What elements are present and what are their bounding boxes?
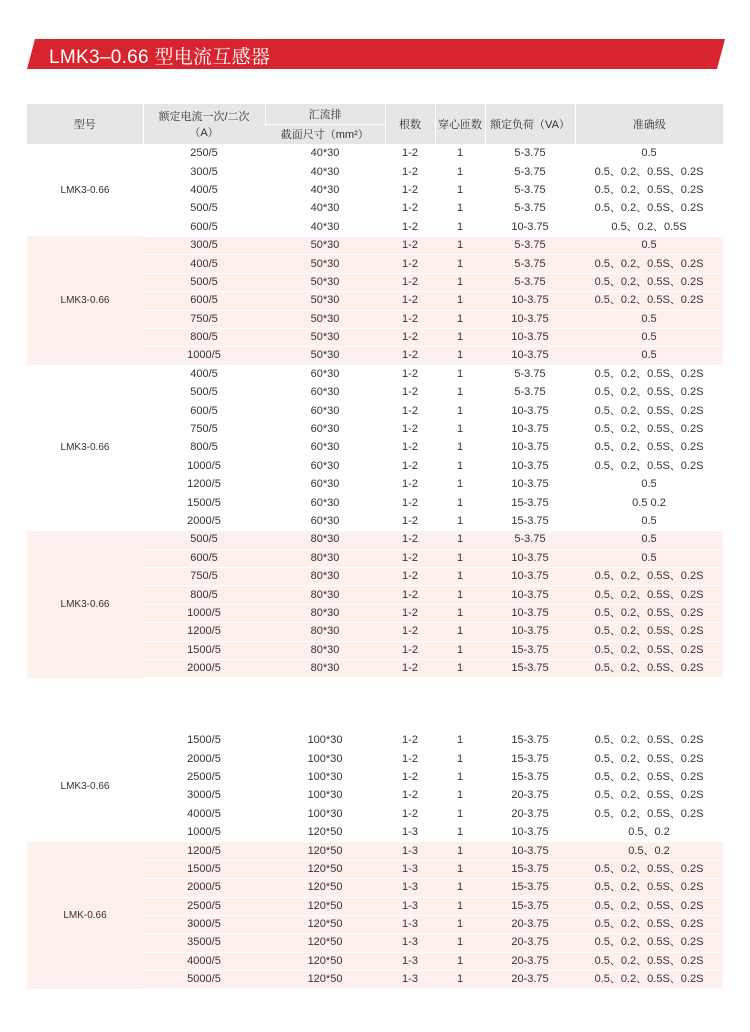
cell-section-size: 120*50 — [265, 934, 385, 952]
cell-load: 10-3.75 — [485, 347, 575, 365]
cropped-row-text — [187, 682, 190, 688]
cell-accuracy: 0.5、0.2、0.5S、0.2S — [575, 897, 723, 915]
cell-count: 1-2 — [385, 659, 435, 677]
cell-section-size: 80*30 — [265, 531, 385, 549]
cell-rated-current: 750/5 — [143, 420, 265, 438]
cell-load: 5-3.75 — [485, 255, 575, 273]
cell-load: 15-3.75 — [485, 512, 575, 530]
cell-turns: 1 — [435, 934, 485, 952]
cell-load: 5-3.75 — [485, 145, 575, 163]
cell-count: 1-2 — [385, 310, 435, 328]
cell-model: LMK3-0.66 — [27, 732, 143, 842]
cell-accuracy: 0.5 — [575, 236, 723, 254]
table-row — [27, 732, 723, 750]
cell-load: 10-3.75 — [485, 567, 575, 585]
cell-load: 5-3.75 — [485, 273, 575, 291]
cell-count: 1-2 — [385, 236, 435, 254]
cell-section-size: 40*30 — [265, 181, 385, 199]
cell-count: 1-2 — [385, 494, 435, 512]
cell-rated-current: 1500/5 — [143, 860, 265, 878]
header-current-line2: （A） — [189, 126, 219, 139]
cell-rated-current: 1000/5 — [143, 347, 265, 365]
cell-section-size: 80*30 — [265, 549, 385, 567]
cell-section-size: 40*30 — [265, 200, 385, 218]
cell-section-size: 40*30 — [265, 145, 385, 163]
cell-rated-current: 1500/5 — [143, 641, 265, 659]
cell-rated-current: 3000/5 — [143, 915, 265, 933]
cell-section-size: 50*30 — [265, 273, 385, 291]
cell-accuracy: 0.5、0.2、0.5S、0.2S — [575, 200, 723, 218]
cell-turns: 1 — [435, 163, 485, 181]
cell-turns: 1 — [435, 273, 485, 291]
cell-section-size: 50*30 — [265, 292, 385, 310]
cell-section-size: 80*30 — [265, 641, 385, 659]
cell-accuracy: 0.5 — [575, 145, 723, 163]
cell-count: 1-2 — [385, 365, 435, 383]
cell-accuracy: 0.5、0.2、0.5S、0.2S — [575, 732, 723, 750]
cell-turns: 1 — [435, 842, 485, 860]
cell-section-size: 60*30 — [265, 476, 385, 494]
cell-turns: 1 — [435, 181, 485, 199]
cell-section-size: 60*30 — [265, 457, 385, 475]
table-row — [27, 531, 723, 549]
header-load: 额定负荷（VA） — [485, 104, 575, 144]
title-banner — [27, 39, 725, 69]
cell-section-size: 50*30 — [265, 347, 385, 365]
cell-load: 10-3.75 — [485, 218, 575, 236]
cell-load: 5-3.75 — [485, 365, 575, 383]
cell-rated-current: 300/5 — [143, 236, 265, 254]
cell-count: 1-2 — [385, 604, 435, 622]
cell-count: 1-2 — [385, 549, 435, 567]
cell-turns: 1 — [435, 420, 485, 438]
cell-rated-current: 1500/5 — [143, 494, 265, 512]
cell-rated-current: 1500/5 — [143, 732, 265, 750]
cell-load: 5-3.75 — [485, 181, 575, 199]
cell-rated-current: 1000/5 — [143, 604, 265, 622]
cell-turns: 1 — [435, 402, 485, 420]
cell-section-size: 100*30 — [265, 732, 385, 750]
cell-rated-current: 800/5 — [143, 328, 265, 346]
cell-rated-current: 500/5 — [143, 384, 265, 402]
cell-count: 1-2 — [385, 255, 435, 273]
cell-accuracy: 0.5、0.2、0.5S、0.2S — [575, 879, 723, 897]
cell-turns: 1 — [435, 236, 485, 254]
cell-count: 1-2 — [385, 218, 435, 236]
cell-turns: 1 — [435, 787, 485, 805]
cell-model: LMK3-0.66 — [27, 145, 143, 236]
cell-turns: 1 — [435, 365, 485, 383]
cell-turns: 1 — [435, 641, 485, 659]
cell-load: 10-3.75 — [485, 328, 575, 346]
cell-rated-current: 2000/5 — [143, 512, 265, 530]
cell-rated-current: 3000/5 — [143, 787, 265, 805]
cell-accuracy: 0.5、0.2、0.5S、0.2S — [575, 750, 723, 768]
cell-load: 15-3.75 — [485, 750, 575, 768]
cell-load: 5-3.75 — [485, 531, 575, 549]
cell-load: 5-3.75 — [485, 384, 575, 402]
cell-section-size: 60*30 — [265, 384, 385, 402]
cell-accuracy: 0.5、0.2、0.5S、0.2S — [575, 604, 723, 622]
cell-load: 10-3.75 — [485, 842, 575, 860]
cell-rated-current: 600/5 — [143, 549, 265, 567]
cell-turns: 1 — [435, 292, 485, 310]
cell-rated-current: 500/5 — [143, 273, 265, 291]
cell-rated-current: 500/5 — [143, 200, 265, 218]
cell-accuracy: 0.5、0.2、0.5S、0.2S — [575, 457, 723, 475]
cell-count: 1-2 — [385, 768, 435, 786]
cell-accuracy: 0.5、0.2、0.5S、0.2S — [575, 255, 723, 273]
cell-turns: 1 — [435, 549, 485, 567]
cell-load: 20-3.75 — [485, 971, 575, 989]
cell-rated-current: 250/5 — [143, 145, 265, 163]
cell-accuracy: 0.5、0.2、0.5S、0.2S — [575, 567, 723, 585]
cell-rated-current: 600/5 — [143, 292, 265, 310]
cell-accuracy: 0.5、0.2、0.5S、0.2S — [575, 805, 723, 823]
cell-accuracy: 0.5、0.2、0.5S、0.2S — [575, 163, 723, 181]
cell-turns: 1 — [435, 494, 485, 512]
cell-load: 10-3.75 — [485, 420, 575, 438]
cell-turns: 1 — [435, 476, 485, 494]
cell-load: 20-3.75 — [485, 787, 575, 805]
cell-rated-current: 600/5 — [143, 218, 265, 236]
cell-section-size: 100*30 — [265, 768, 385, 786]
cell-rated-current: 600/5 — [143, 402, 265, 420]
cell-count: 1-3 — [385, 897, 435, 915]
cell-count: 1-3 — [385, 971, 435, 989]
cell-section-size: 50*30 — [265, 310, 385, 328]
spec-table-bottom — [27, 732, 723, 989]
cell-turns: 1 — [435, 805, 485, 823]
cell-load: 15-3.75 — [485, 860, 575, 878]
cell-load: 5-3.75 — [485, 163, 575, 181]
cell-accuracy: 0.5、0.2、0.5S、0.2S — [575, 273, 723, 291]
cell-turns: 1 — [435, 750, 485, 768]
cell-section-size: 100*30 — [265, 805, 385, 823]
cell-count: 1-2 — [385, 200, 435, 218]
cell-turns: 1 — [435, 604, 485, 622]
cell-accuracy: 0.5、0.2、0.5S、0.2S — [575, 952, 723, 970]
cell-load: 15-3.75 — [485, 732, 575, 750]
cell-section-size: 60*30 — [265, 420, 385, 438]
header-section-size: 截面尺寸（mm²） — [265, 124, 385, 144]
cell-count: 1-2 — [385, 439, 435, 457]
cell-section-size: 120*50 — [265, 823, 385, 841]
cell-section-size: 40*30 — [265, 218, 385, 236]
cell-turns: 1 — [435, 971, 485, 989]
cell-count: 1-2 — [385, 623, 435, 641]
cell-count: 1-2 — [385, 402, 435, 420]
spec-table-header — [27, 104, 723, 145]
cell-turns: 1 — [435, 512, 485, 530]
cell-accuracy: 0.5 — [575, 512, 723, 530]
cell-accuracy: 0.5、0.2、0.5S、0.2S — [575, 768, 723, 786]
cell-count: 1-3 — [385, 842, 435, 860]
cell-load: 10-3.75 — [485, 823, 575, 841]
cell-section-size: 120*50 — [265, 915, 385, 933]
cell-count: 1-2 — [385, 347, 435, 365]
cell-turns: 1 — [435, 200, 485, 218]
cell-count: 1-2 — [385, 567, 435, 585]
cell-count: 1-3 — [385, 934, 435, 952]
cell-load: 10-3.75 — [485, 310, 575, 328]
cell-count: 1-2 — [385, 457, 435, 475]
cell-count: 1-2 — [385, 145, 435, 163]
cell-count: 1-3 — [385, 823, 435, 841]
cell-rated-current: 500/5 — [143, 531, 265, 549]
cell-turns: 1 — [435, 586, 485, 604]
cell-load: 10-3.75 — [485, 586, 575, 604]
cell-turns: 1 — [435, 623, 485, 641]
cell-accuracy: 0.5、0.2、0.5S、0.2S — [575, 971, 723, 989]
cell-load: 15-3.75 — [485, 897, 575, 915]
cell-section-size: 50*30 — [265, 328, 385, 346]
cell-section-size: 60*30 — [265, 439, 385, 457]
cell-rated-current: 3500/5 — [143, 934, 265, 952]
cell-accuracy: 0.5、0.2、0.5S、0.2S — [575, 384, 723, 402]
cell-section-size: 60*30 — [265, 512, 385, 530]
cell-count: 1-2 — [385, 384, 435, 402]
cell-section-size: 120*50 — [265, 842, 385, 860]
cell-accuracy: 0.5、0.2、0.5S、0.2S — [575, 181, 723, 199]
cell-accuracy: 0.5 — [575, 310, 723, 328]
cell-load: 5-3.75 — [485, 200, 575, 218]
cell-load: 10-3.75 — [485, 402, 575, 420]
cell-section-size: 80*30 — [265, 659, 385, 677]
cell-count: 1-2 — [385, 420, 435, 438]
cell-load: 10-3.75 — [485, 292, 575, 310]
cell-accuracy: 0.5、0.2、0.5S、0.2S — [575, 439, 723, 457]
header-turns: 穿心匝数 — [435, 104, 485, 144]
cell-accuracy: 0.5、0.2、0.5S、0.2S — [575, 586, 723, 604]
cell-turns: 1 — [435, 915, 485, 933]
cell-load: 15-3.75 — [485, 659, 575, 677]
cell-model: LMK-0.66 — [27, 842, 143, 989]
table-row — [27, 145, 723, 163]
cell-model: LMK3-0.66 — [27, 531, 143, 678]
cell-turns: 1 — [435, 732, 485, 750]
cell-turns: 1 — [435, 218, 485, 236]
table-row — [27, 842, 723, 860]
cell-rated-current: 1000/5 — [143, 823, 265, 841]
cell-section-size: 120*50 — [265, 971, 385, 989]
cell-rated-current: 1200/5 — [143, 623, 265, 641]
cell-accuracy: 0.5、0.2、0.5S、0.2S — [575, 787, 723, 805]
header-busbar: 汇流排 — [265, 104, 385, 124]
cell-turns: 1 — [435, 879, 485, 897]
cell-rated-current: 1000/5 — [143, 457, 265, 475]
cell-load: 10-3.75 — [485, 457, 575, 475]
cell-turns: 1 — [435, 952, 485, 970]
cell-accuracy: 0.5 — [575, 476, 723, 494]
cell-rated-current: 750/5 — [143, 310, 265, 328]
cell-model: LMK3-0.66 — [27, 365, 143, 531]
cell-count: 1-2 — [385, 641, 435, 659]
cell-load: 15-3.75 — [485, 641, 575, 659]
cell-section-size: 80*30 — [265, 623, 385, 641]
cell-rated-current: 300/5 — [143, 163, 265, 181]
cell-count: 1-2 — [385, 181, 435, 199]
cell-rated-current: 1200/5 — [143, 476, 265, 494]
cell-count: 1-2 — [385, 750, 435, 768]
cell-count: 1-2 — [385, 476, 435, 494]
header-count: 根数 — [385, 104, 435, 144]
cell-count: 1-3 — [385, 952, 435, 970]
cell-load: 20-3.75 — [485, 952, 575, 970]
cell-section-size: 60*30 — [265, 365, 385, 383]
cell-turns: 1 — [435, 328, 485, 346]
cell-load: 10-3.75 — [485, 623, 575, 641]
cell-rated-current: 400/5 — [143, 365, 265, 383]
cell-rated-current: 800/5 — [143, 586, 265, 604]
cell-turns: 1 — [435, 439, 485, 457]
cell-load: 20-3.75 — [485, 915, 575, 933]
cell-accuracy: 0.5 — [575, 347, 723, 365]
cell-turns: 1 — [435, 531, 485, 549]
cell-model: LMK3-0.66 — [27, 236, 143, 365]
cell-rated-current: 2000/5 — [143, 659, 265, 677]
cell-section-size: 50*30 — [265, 255, 385, 273]
cell-count: 1-2 — [385, 531, 435, 549]
cell-rated-current: 4000/5 — [143, 952, 265, 970]
cell-turns: 1 — [435, 567, 485, 585]
cell-accuracy: 0.5、0.2、0.5S、0.2S — [575, 365, 723, 383]
cell-rated-current: 5000/5 — [143, 971, 265, 989]
cell-section-size: 100*30 — [265, 750, 385, 768]
cell-turns: 1 — [435, 897, 485, 915]
cell-count: 1-2 — [385, 292, 435, 310]
cell-turns: 1 — [435, 457, 485, 475]
cell-load: 15-3.75 — [485, 879, 575, 897]
cell-load: 10-3.75 — [485, 439, 575, 457]
cell-section-size: 120*50 — [265, 860, 385, 878]
cell-turns: 1 — [435, 860, 485, 878]
cell-accuracy: 0.5、0.2、0.5S、0.2S — [575, 659, 723, 677]
cell-accuracy: 0.5、0.2、0.5S、0.2S — [575, 402, 723, 420]
cell-accuracy: 0.5、0.2、0.5S、0.2S — [575, 934, 723, 952]
cell-rated-current: 2000/5 — [143, 879, 265, 897]
cell-rated-current: 2000/5 — [143, 750, 265, 768]
cell-accuracy: 0.5 0.2 — [575, 494, 723, 512]
cell-load: 15-3.75 — [485, 768, 575, 786]
cell-count: 1-3 — [385, 915, 435, 933]
cell-accuracy: 0.5 — [575, 328, 723, 346]
cell-load: 10-3.75 — [485, 604, 575, 622]
cell-turns: 1 — [435, 310, 485, 328]
cell-count: 1-2 — [385, 328, 435, 346]
cell-count: 1-3 — [385, 879, 435, 897]
cell-turns: 1 — [435, 823, 485, 841]
cell-load: 20-3.75 — [485, 805, 575, 823]
cell-section-size: 120*50 — [265, 952, 385, 970]
cell-accuracy: 0.5、0.2、0.5S、0.2S — [575, 420, 723, 438]
cell-load: 15-3.75 — [485, 494, 575, 512]
header-current-line1: 额定电流一次/二次 — [158, 110, 250, 123]
header-rated-current — [143, 104, 265, 144]
cell-count: 1-2 — [385, 512, 435, 530]
cell-rated-current: 800/5 — [143, 439, 265, 457]
cell-turns: 1 — [435, 145, 485, 163]
cell-accuracy: 0.5、0.2、0.5S — [575, 218, 723, 236]
cell-load: 10-3.75 — [485, 476, 575, 494]
cell-rated-current: 400/5 — [143, 255, 265, 273]
header-model: 型号 — [27, 104, 143, 144]
table-row — [27, 365, 723, 383]
table-row — [27, 236, 723, 254]
cell-count: 1-2 — [385, 163, 435, 181]
cell-section-size: 120*50 — [265, 879, 385, 897]
cell-rated-current: 1200/5 — [143, 842, 265, 860]
page-title: LMK3–0.66 型电流互感器 — [49, 47, 271, 68]
cell-turns: 1 — [435, 255, 485, 273]
cell-count: 1-2 — [385, 805, 435, 823]
cell-count: 1-2 — [385, 586, 435, 604]
cell-section-size: 80*30 — [265, 586, 385, 604]
cell-rated-current: 2500/5 — [143, 768, 265, 786]
cell-accuracy: 0.5、0.2、0.5S、0.2S — [575, 623, 723, 641]
cell-count: 1-3 — [385, 860, 435, 878]
cell-section-size: 80*30 — [265, 604, 385, 622]
cell-accuracy: 0.5、0.2 — [575, 842, 723, 860]
cell-rated-current: 750/5 — [143, 567, 265, 585]
cell-section-size: 40*30 — [265, 163, 385, 181]
cell-accuracy: 0.5、0.2、0.5S、0.2S — [575, 292, 723, 310]
cell-accuracy: 0.5、0.2、0.5S、0.2S — [575, 915, 723, 933]
cell-accuracy: 0.5 — [575, 531, 723, 549]
cell-turns: 1 — [435, 347, 485, 365]
cell-section-size: 100*30 — [265, 787, 385, 805]
cell-section-size: 50*30 — [265, 236, 385, 254]
cell-rated-current: 400/5 — [143, 181, 265, 199]
cell-load: 20-3.75 — [485, 934, 575, 952]
header-accuracy: 准确级 — [575, 104, 723, 144]
cell-rated-current: 2500/5 — [143, 897, 265, 915]
cell-section-size: 60*30 — [265, 494, 385, 512]
cropped-row-strip — [27, 682, 723, 688]
cell-turns: 1 — [435, 659, 485, 677]
cell-accuracy: 0.5 — [575, 549, 723, 567]
cell-count: 1-2 — [385, 732, 435, 750]
cell-turns: 1 — [435, 768, 485, 786]
cell-accuracy: 0.5、0.2、0.5S、0.2S — [575, 860, 723, 878]
cell-count: 1-2 — [385, 273, 435, 291]
spec-table-top — [27, 145, 723, 678]
cell-load: 5-3.75 — [485, 236, 575, 254]
cell-section-size: 60*30 — [265, 402, 385, 420]
cell-turns: 1 — [435, 384, 485, 402]
cell-accuracy: 0.5、0.2 — [575, 823, 723, 841]
cell-section-size: 120*50 — [265, 897, 385, 915]
cell-accuracy: 0.5、0.2、0.5S、0.2S — [575, 641, 723, 659]
cell-load: 10-3.75 — [485, 549, 575, 567]
cell-rated-current: 4000/5 — [143, 805, 265, 823]
cell-section-size: 80*30 — [265, 567, 385, 585]
cell-count: 1-2 — [385, 787, 435, 805]
